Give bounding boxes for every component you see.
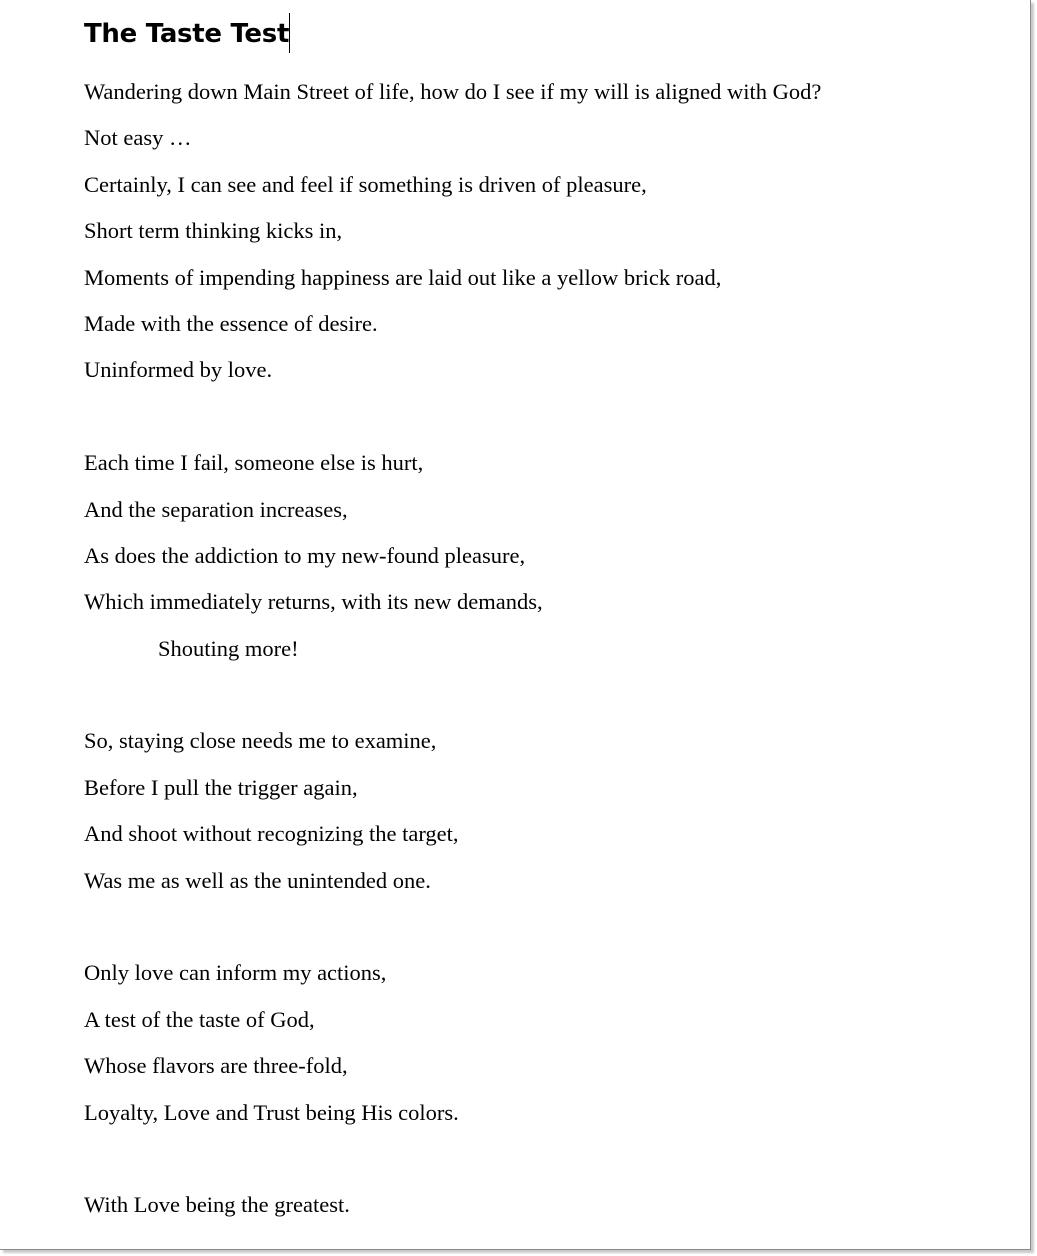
- stanza-3: [84, 718, 984, 904]
- poem-line: Certainly, I can see and feel if something is driven of pleasure,: [84, 171, 647, 197]
- poem-line: As does the addiction to my new-found pleasure,: [84, 542, 526, 568]
- poem-line: Wandering down Main Street of life, how do I see if my will is aligned with God?: [84, 79, 822, 104]
- poem-line: And the separation increases,: [84, 496, 348, 522]
- poem-body: [84, 69, 984, 1229]
- poem-line: Loyalty, Love and Trust being His colors.: [84, 1099, 459, 1125]
- poem-line: Which immediately returns, with its new demands,: [84, 589, 543, 615]
- poem-line: Moments of impending happiness are laid out like a yellow brick road,: [84, 264, 722, 290]
- poem-line: Before I pull the trigger again,: [84, 774, 358, 800]
- poem-line: A test of the taste of God,: [84, 1006, 315, 1032]
- stanza-break: [84, 394, 984, 440]
- poem-line: With Love being the greatest.: [84, 1192, 350, 1218]
- stanza-4: [84, 950, 984, 1136]
- poem-line: So, staying close needs me to examine,: [84, 728, 437, 754]
- stanza-break: [84, 904, 984, 950]
- text-cursor: [289, 13, 290, 53]
- stanza-break: [84, 1136, 984, 1182]
- poem-line: Whose flavors are three-fold,: [84, 1053, 348, 1079]
- poem-line-indented: Shouting more!: [158, 635, 299, 661]
- poem-line: Each time I fail, someone else is hurt,: [84, 450, 424, 476]
- poem-line: Was me as well as the unintended one.: [84, 867, 431, 893]
- stanza-1: [84, 69, 984, 394]
- stanza-5: [84, 1182, 984, 1228]
- poem-line: And shoot without recognizing the target,: [84, 821, 459, 847]
- poem-line: Not easy …: [84, 125, 192, 151]
- document-title: The Taste Test: [84, 19, 290, 49]
- poem-line: Short term thinking kicks in,: [84, 218, 343, 244]
- stanza-2: [84, 440, 984, 672]
- poem-line: Uninformed by love.: [84, 357, 273, 383]
- stanza-break: [84, 672, 984, 718]
- poem-line: Only love can inform my actions,: [84, 960, 387, 986]
- poem-line: Made with the essence of desire.: [84, 310, 378, 336]
